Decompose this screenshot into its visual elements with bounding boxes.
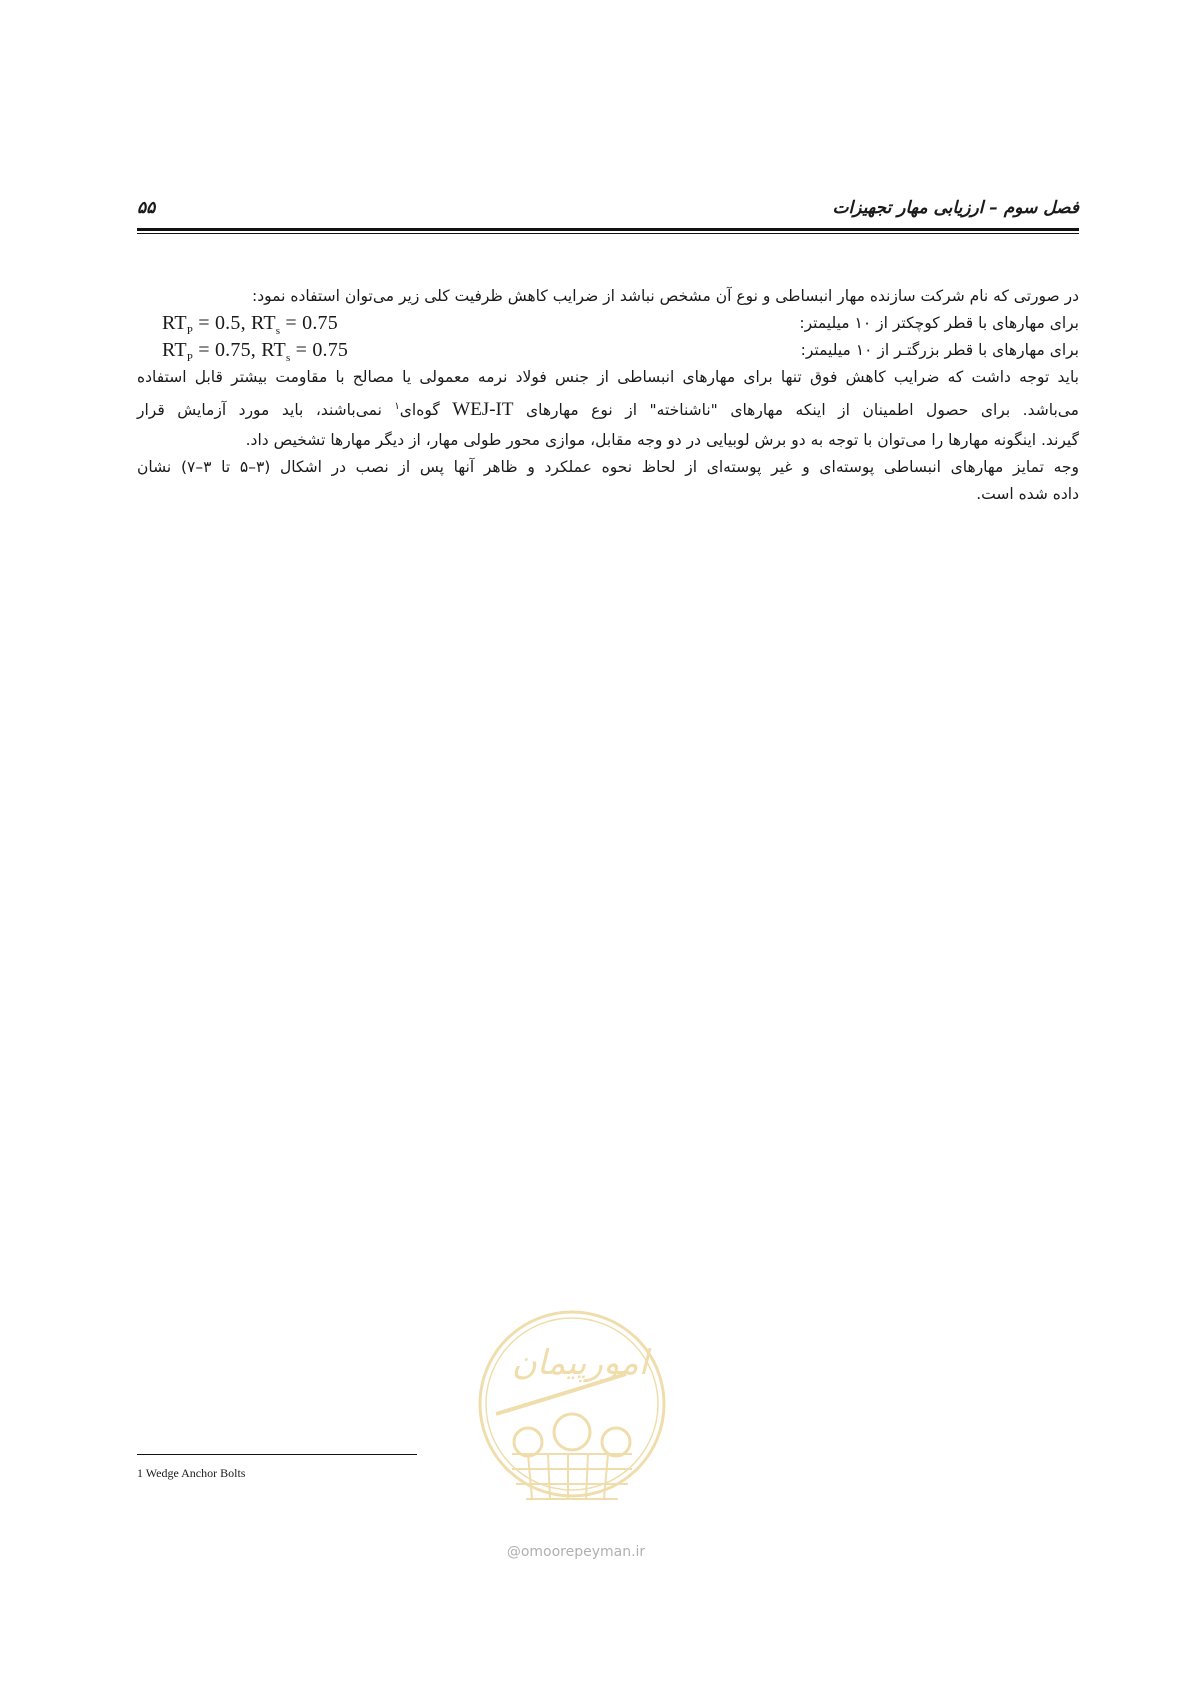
paragraph-line: داده شده است.: [976, 485, 1079, 503]
footnote-rule: [137, 1454, 417, 1455]
equation-line-small-diameter: [137, 310, 1079, 337]
rts-value: 0.75: [312, 339, 349, 361]
paragraph-line: وجه تمایز مهارهای انبساطی پوسته‌ای و غیر پوسته‌ای از لحاظ نحوه عملکرد و ظاهر آنها پس از نصب در اشکال (۳–۵ تا ۳–۷) نشان: [137, 458, 1080, 476]
rts-value: 0.75: [302, 312, 338, 334]
chapter-title: فصل سوم – ارزیابی مهار تجهیزات: [832, 198, 1079, 218]
rtp-value: 0.5: [214, 312, 241, 334]
paragraph-line: باید توجه داشت که ضرایب کاهش فوق تنها برای مهارهای انبساطی از جنس فولاد نرمه معمولی یا مصالح با مقاومت بیشتر قابل استفاده: [137, 368, 1079, 386]
equation-large-diameter: $RT_P = 0.75$, $RT_s = 0.75$: [162, 339, 349, 364]
header-rule-thick: [137, 228, 1079, 231]
page-number: ۵۵: [137, 198, 156, 218]
footnote: 1 Wedge Anchor Bolts: [137, 1466, 246, 1480]
equation-line-large-diameter: [137, 337, 1079, 364]
svg-text:امورپیمان: امورپیمان: [511, 1343, 649, 1383]
rtp-value: 0.75: [214, 339, 251, 361]
footnote-ref: ۱: [394, 401, 400, 412]
condition-text: برای مهارهای با قطر کوچکتر از ۱۰ میلیمتر:: [799, 314, 1079, 332]
header-rule-thin: [137, 233, 1079, 234]
equation-small-diameter: $RT_P = 0.5$, $RT_s = 0.75$: [162, 312, 338, 337]
watermark-logo: [476, 1304, 668, 1551]
wej-it-label: WEJ-IT: [452, 399, 514, 421]
watermark-url: @omoorepeyman.ir: [506, 1544, 646, 1560]
body-text: [137, 283, 1079, 508]
page-header: [137, 198, 1079, 226]
paragraph-line: گیرند. اینگونه مهارها را می‌توان با توجه به دو برش لوبیایی در دو وجه مقابل، موازی محور طولی مهار، از دیگر مهارها تشخیص داد.: [245, 431, 1079, 449]
paragraph-line: می‌باشد. برای حصول اطمینان از اینکه مهارهای "ناشناخته" از نوع مهارهای WEJ-IT گوه‌ای$^۱$ نمی‌باشند، باید مورد آزمایش قرار: [137, 399, 1079, 421]
condition-text: برای مهارهای با قطر بزرگتـر از ۱۰ میلیمتر:: [800, 341, 1079, 359]
paragraph-line: در صورتی که نام شرکت سازنده مهار انبساطی و نوع آن مشخص نباشد از ضرایب کاهش ظرفیت کلی زیر می‌توان استفاده نمود:: [252, 287, 1079, 305]
